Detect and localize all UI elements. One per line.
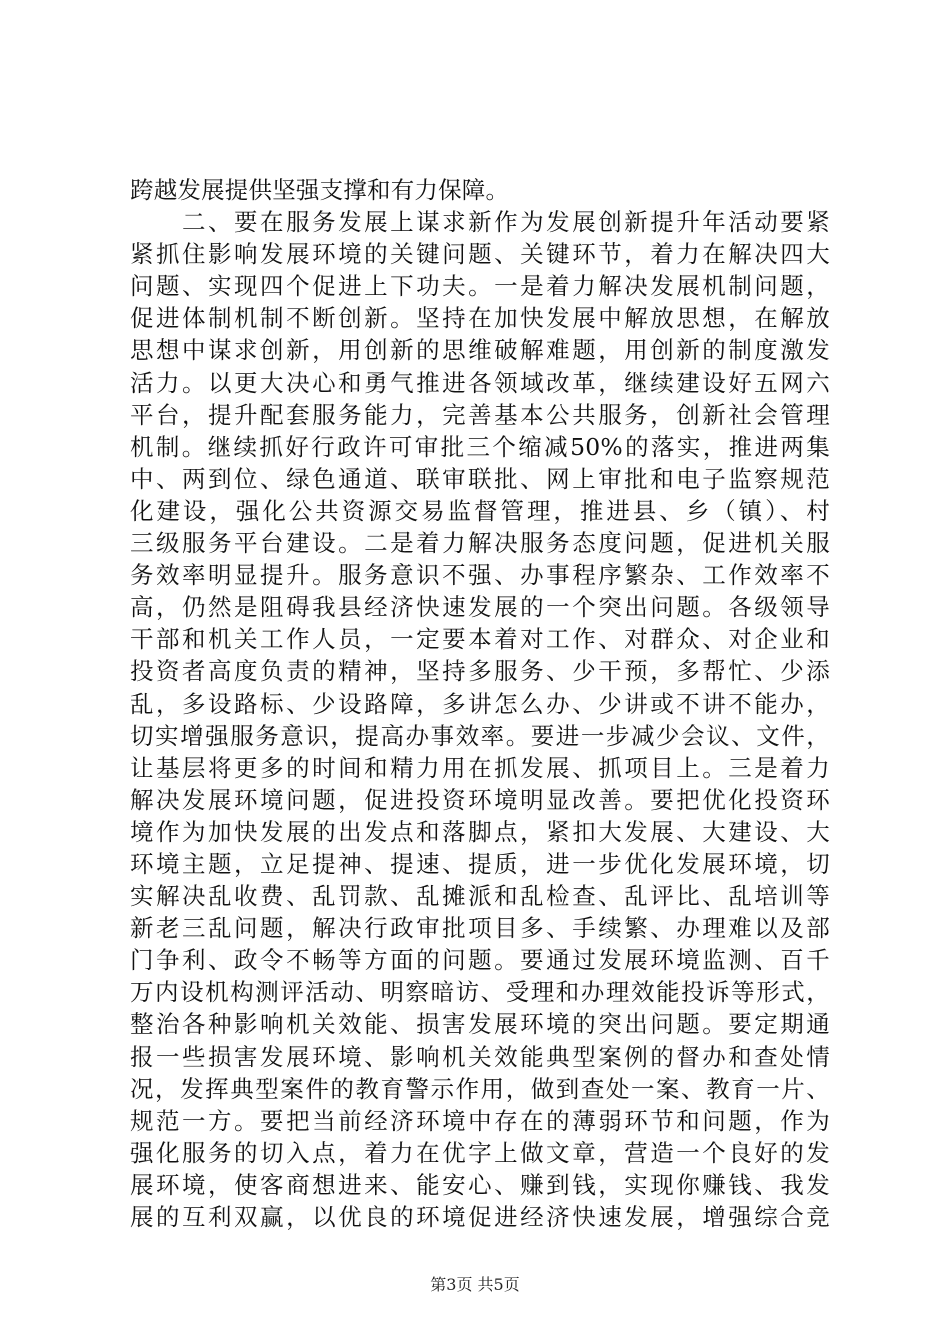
text-line: 三级服务平台建设。二是着力解决服务态度问题，促进机关服 [130,529,830,558]
text-line: 规范一方。要把当前经济环境中存在的薄弱环节和问题，作为 [130,1106,830,1135]
text-line: 高，仍然是阻碍我县经济快速发展的一个突出问题。各级领导 [130,593,830,622]
text-line: 促进体制机制不断创新。坚持在加快发展中解放思想，在解放 [130,304,830,333]
text-line: 务效率明显提升。服务意识不强、办事程序繁杂、工作效率不 [130,561,830,590]
body-text [130,174,830,1233]
text-line: 中、两到位、绿色通道、联审联批、网上审批和电子监察规范 [130,464,830,493]
text-line: 况，发挥典型案件的教育警示作用，做到查处一案、教育一片、 [130,1074,830,1103]
text-line: 门争利、政令不畅等方面的问题。要通过发展环境监测、百千 [130,946,830,975]
text-line: 跨越发展提供坚强支撑和有力保障。 [130,176,510,204]
text-line: 新老三乱问题，解决行政审批项目多、手续繁、办理难以及部 [130,914,830,943]
text-line: 境作为加快发展的出发点和落脚点，紧扣大发展、大建设、大 [130,817,830,846]
text-line: 实解决乱收费、乱罚款、乱摊派和乱检查、乱评比、乱培训等 [130,882,830,911]
text-line: 平台，提升配套服务能力，完善基本公共服务，创新社会管理 [130,400,830,429]
text-line: 解决发展环境问题，促进投资环境明显改善。要把优化投资环 [130,785,830,814]
text-line: 整治各种影响机关效能、损害发展环境的突出问题。要定期通 [130,1010,830,1039]
text-line: 活力。以更大决心和勇气推进各领域改革，继续建设好五网六 [130,368,830,397]
text-line: 强化服务的切入点，着力在优字上做文章，营造一个良好的发 [130,1138,830,1167]
text-line: 投资者高度负责的精神，坚持多服务、少干预，多帮忙、少添 [130,657,830,686]
text-line: 展环境，使客商想进来、能安心、赚到钱，实现你赚钱、我发 [130,1170,830,1199]
text-line: 二、要在服务发展上谋求新作为发展创新提升年活动要紧 [130,208,830,237]
text-line: 报一些损害发展环境、影响机关效能典型案例的督办和查处情 [130,1042,830,1071]
text-line: 干部和机关工作人员，一定要本着对工作、对群众、对企业和 [130,625,830,654]
text-line: 思想中谋求创新，用创新的思维破解难题，用创新的制度激发 [130,336,830,365]
text-line: 问题、实现四个促进上下功夫。一是着力解决发展机制问题， [130,272,830,301]
text-line: 让基层将更多的时间和精力用在抓发展、抓项目上。三是着力 [130,753,830,782]
text-line: 切实增强服务意识，提高办事效率。要进一步减少会议、文件， [130,721,830,750]
text-line: 环境主题，立足提神、提速、提质，进一步优化发展环境，切 [130,849,830,878]
text-line: 紧抓住影响发展环境的关键问题、关键环节，着力在解决四大 [130,240,830,269]
page-number-footer: 第3页 共5页 [430,1275,520,1294]
text-line: 机制。继续抓好行政许可审批三个缩减50%的落实，推进两集 [130,432,830,461]
text-line: 万内设机构测评活动、明察暗访、受理和办理效能投诉等形式， [130,978,830,1007]
text-line: 化建设，强化公共资源交易监督管理，推进县、乡（镇）、村 [130,496,830,525]
text-line: 展的互利双赢，以优良的环境促进经济快速发展，增强综合竞 [130,1203,830,1231]
text-line: 乱，多设路标、少设路障，多讲怎么办、少讲或不讲不能办， [130,689,830,718]
